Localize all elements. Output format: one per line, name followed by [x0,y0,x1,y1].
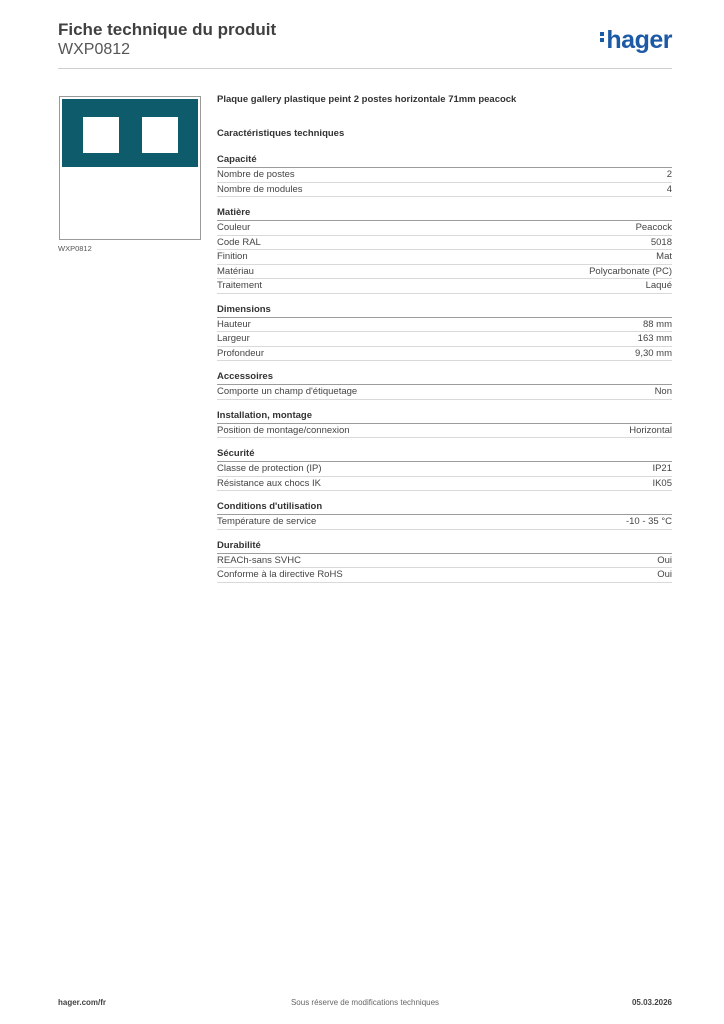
spec-row [217,515,672,530]
spec-value: Mat [656,251,672,262]
spec-row [217,250,672,265]
spec-value: IK05 [652,477,672,489]
spec-section [217,410,672,439]
spec-value: Polycarbonate (PC) [589,265,672,277]
page-title: Fiche technique du produit [58,20,277,39]
spec-row [217,385,672,400]
spec-row [217,462,672,477]
spec-label: Code RAL [217,236,261,248]
hager-logo [600,26,672,55]
spec-row [217,424,672,439]
spec-row [217,265,672,280]
logo-text: hager [606,26,672,54]
spec-section [217,448,672,491]
footer-notice: Sous réserve de modifications techniques [290,998,440,1007]
spec-section [217,501,672,530]
spec-row [217,183,672,198]
spec-row [217,318,672,333]
spec-section [217,154,672,197]
spec-section [217,371,672,400]
spec-label: REACh-sans SVHC [217,554,301,566]
section-title: Installation, montage [217,410,672,424]
section-title: Durabilité [217,540,672,554]
spec-section [217,540,672,583]
spec-row [217,332,672,347]
spec-label: Température de service [217,516,317,527]
spec-value: -10 - 35 °C [625,516,672,527]
spec-value: Oui [657,554,672,566]
spec-row [217,236,672,251]
spec-section [217,207,672,294]
image-caption: WXP0812 [58,244,92,253]
spec-label: Nombre de postes [217,169,295,180]
spec-value: Oui [657,569,672,580]
spec-row [217,221,672,236]
spec-value: Horizontal [629,424,672,436]
spec-value: Laqué [645,280,672,291]
section-title: Dimensions [217,304,672,318]
product-image [59,96,201,240]
spec-value: 9,30 mm [635,347,672,359]
section-title: Conditions d'utilisation [217,501,672,515]
spec-label: Résistance aux chocs IK [217,477,322,489]
spec-label: Position de montage/connexion [217,424,350,436]
spec-row [217,554,672,569]
spec-row [217,568,672,583]
spec-row [217,347,672,362]
page-header [58,20,672,68]
spec-value: 88 mm [642,318,672,330]
spec-value: 5018 [650,236,672,248]
section-title: Matière [217,207,672,221]
footer-website[interactable]: hager.com/fr [58,998,107,1007]
wall-plate-icon [62,99,198,167]
plate-opening-right [142,117,178,153]
spec-row [217,168,672,183]
product-description: Plaque gallery plastique peint 2 postes horizontale 71mm peacock [217,94,517,105]
section-title: Accessoires [217,371,672,385]
spec-label: Largeur [217,333,250,344]
spec-row [217,477,672,492]
spec-label: Classe de protection (IP) [217,463,322,474]
plate-opening-left [83,117,119,153]
spec-label: Conforme à la directive RoHS [217,569,343,580]
spec-value: IP21 [652,463,672,474]
spec-label: Comporte un champ d'étiquetage [217,386,358,397]
spec-label: Hauteur [217,318,251,330]
spec-label: Nombre de modules [217,183,303,195]
spec-section [217,304,672,362]
footer-date: 05.03.2026 [631,998,672,1007]
spec-sections [217,154,672,583]
spec-value: Non [654,386,672,397]
product-reference: WXP0812 [58,41,131,58]
spec-label: Finition [217,251,248,262]
spec-label: Profondeur [217,347,265,359]
spec-row [217,279,672,294]
spec-label: Couleur [217,222,251,233]
spec-content [217,94,672,583]
tech-characteristics-title: Caractéristiques techniques [217,128,345,139]
header-divider [58,68,672,69]
section-title: Capacité [217,154,672,168]
spec-value: 163 mm [637,333,672,344]
spec-value: 2 [666,169,672,180]
spec-label: Traitement [217,280,263,291]
spec-value: 4 [666,183,672,195]
spec-value: Peacock [635,222,672,233]
section-title: Sécurité [217,448,672,462]
spec-label: Matériau [217,265,254,277]
logo-mark-icon [600,30,604,44]
